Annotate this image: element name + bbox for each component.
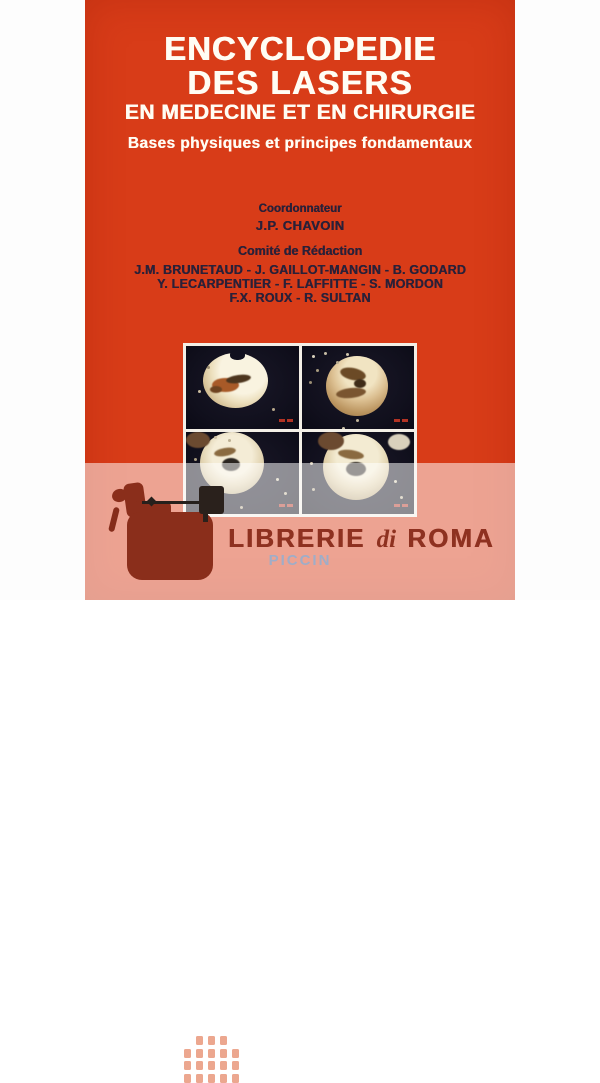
committee-names-line2: Y. LECARPENTIER - F. LAFFITTE - S. MORDON	[157, 277, 443, 291]
committee-names-line1: J.M. BRUNETAUD - J. GAILLOT-MANGIN - B. GODARD	[134, 263, 466, 277]
committee-names-line3: F.X. ROUX - R. SULTAN	[229, 290, 371, 305]
coordinator-label: Coordonnateur	[258, 203, 342, 215]
coordinator-name: J.P. CHAVOIN	[255, 218, 345, 233]
store-name-middle: di	[376, 526, 397, 553]
book-title-line2: DES LASERS	[187, 64, 413, 101]
laser-photo-top-left	[186, 346, 299, 429]
photo-scale-mark	[392, 419, 408, 423]
store-name-first: LIBRERIE	[228, 523, 366, 553]
committee-label: Comité de Rédaction	[237, 244, 363, 258]
store-name-last: ROMA	[407, 523, 495, 553]
telephone-handset-icon	[203, 512, 208, 522]
photo-scale-mark	[277, 419, 293, 423]
laser-photo-top-right	[302, 346, 415, 429]
book-subtitle: Bases physiques et principes fondamentaux	[127, 135, 473, 152]
book-title-line1: ENCYCLOPEDIE	[163, 30, 437, 67]
telephone-icon	[127, 512, 213, 580]
book-cover	[85, 0, 515, 600]
book-title-line3: EN MEDECINE ET EN CHIRURGIE	[124, 101, 476, 124]
telephone-keypad-icon	[181, 1036, 241, 1083]
store-name	[228, 523, 508, 554]
telephone-handset-icon	[199, 486, 224, 514]
